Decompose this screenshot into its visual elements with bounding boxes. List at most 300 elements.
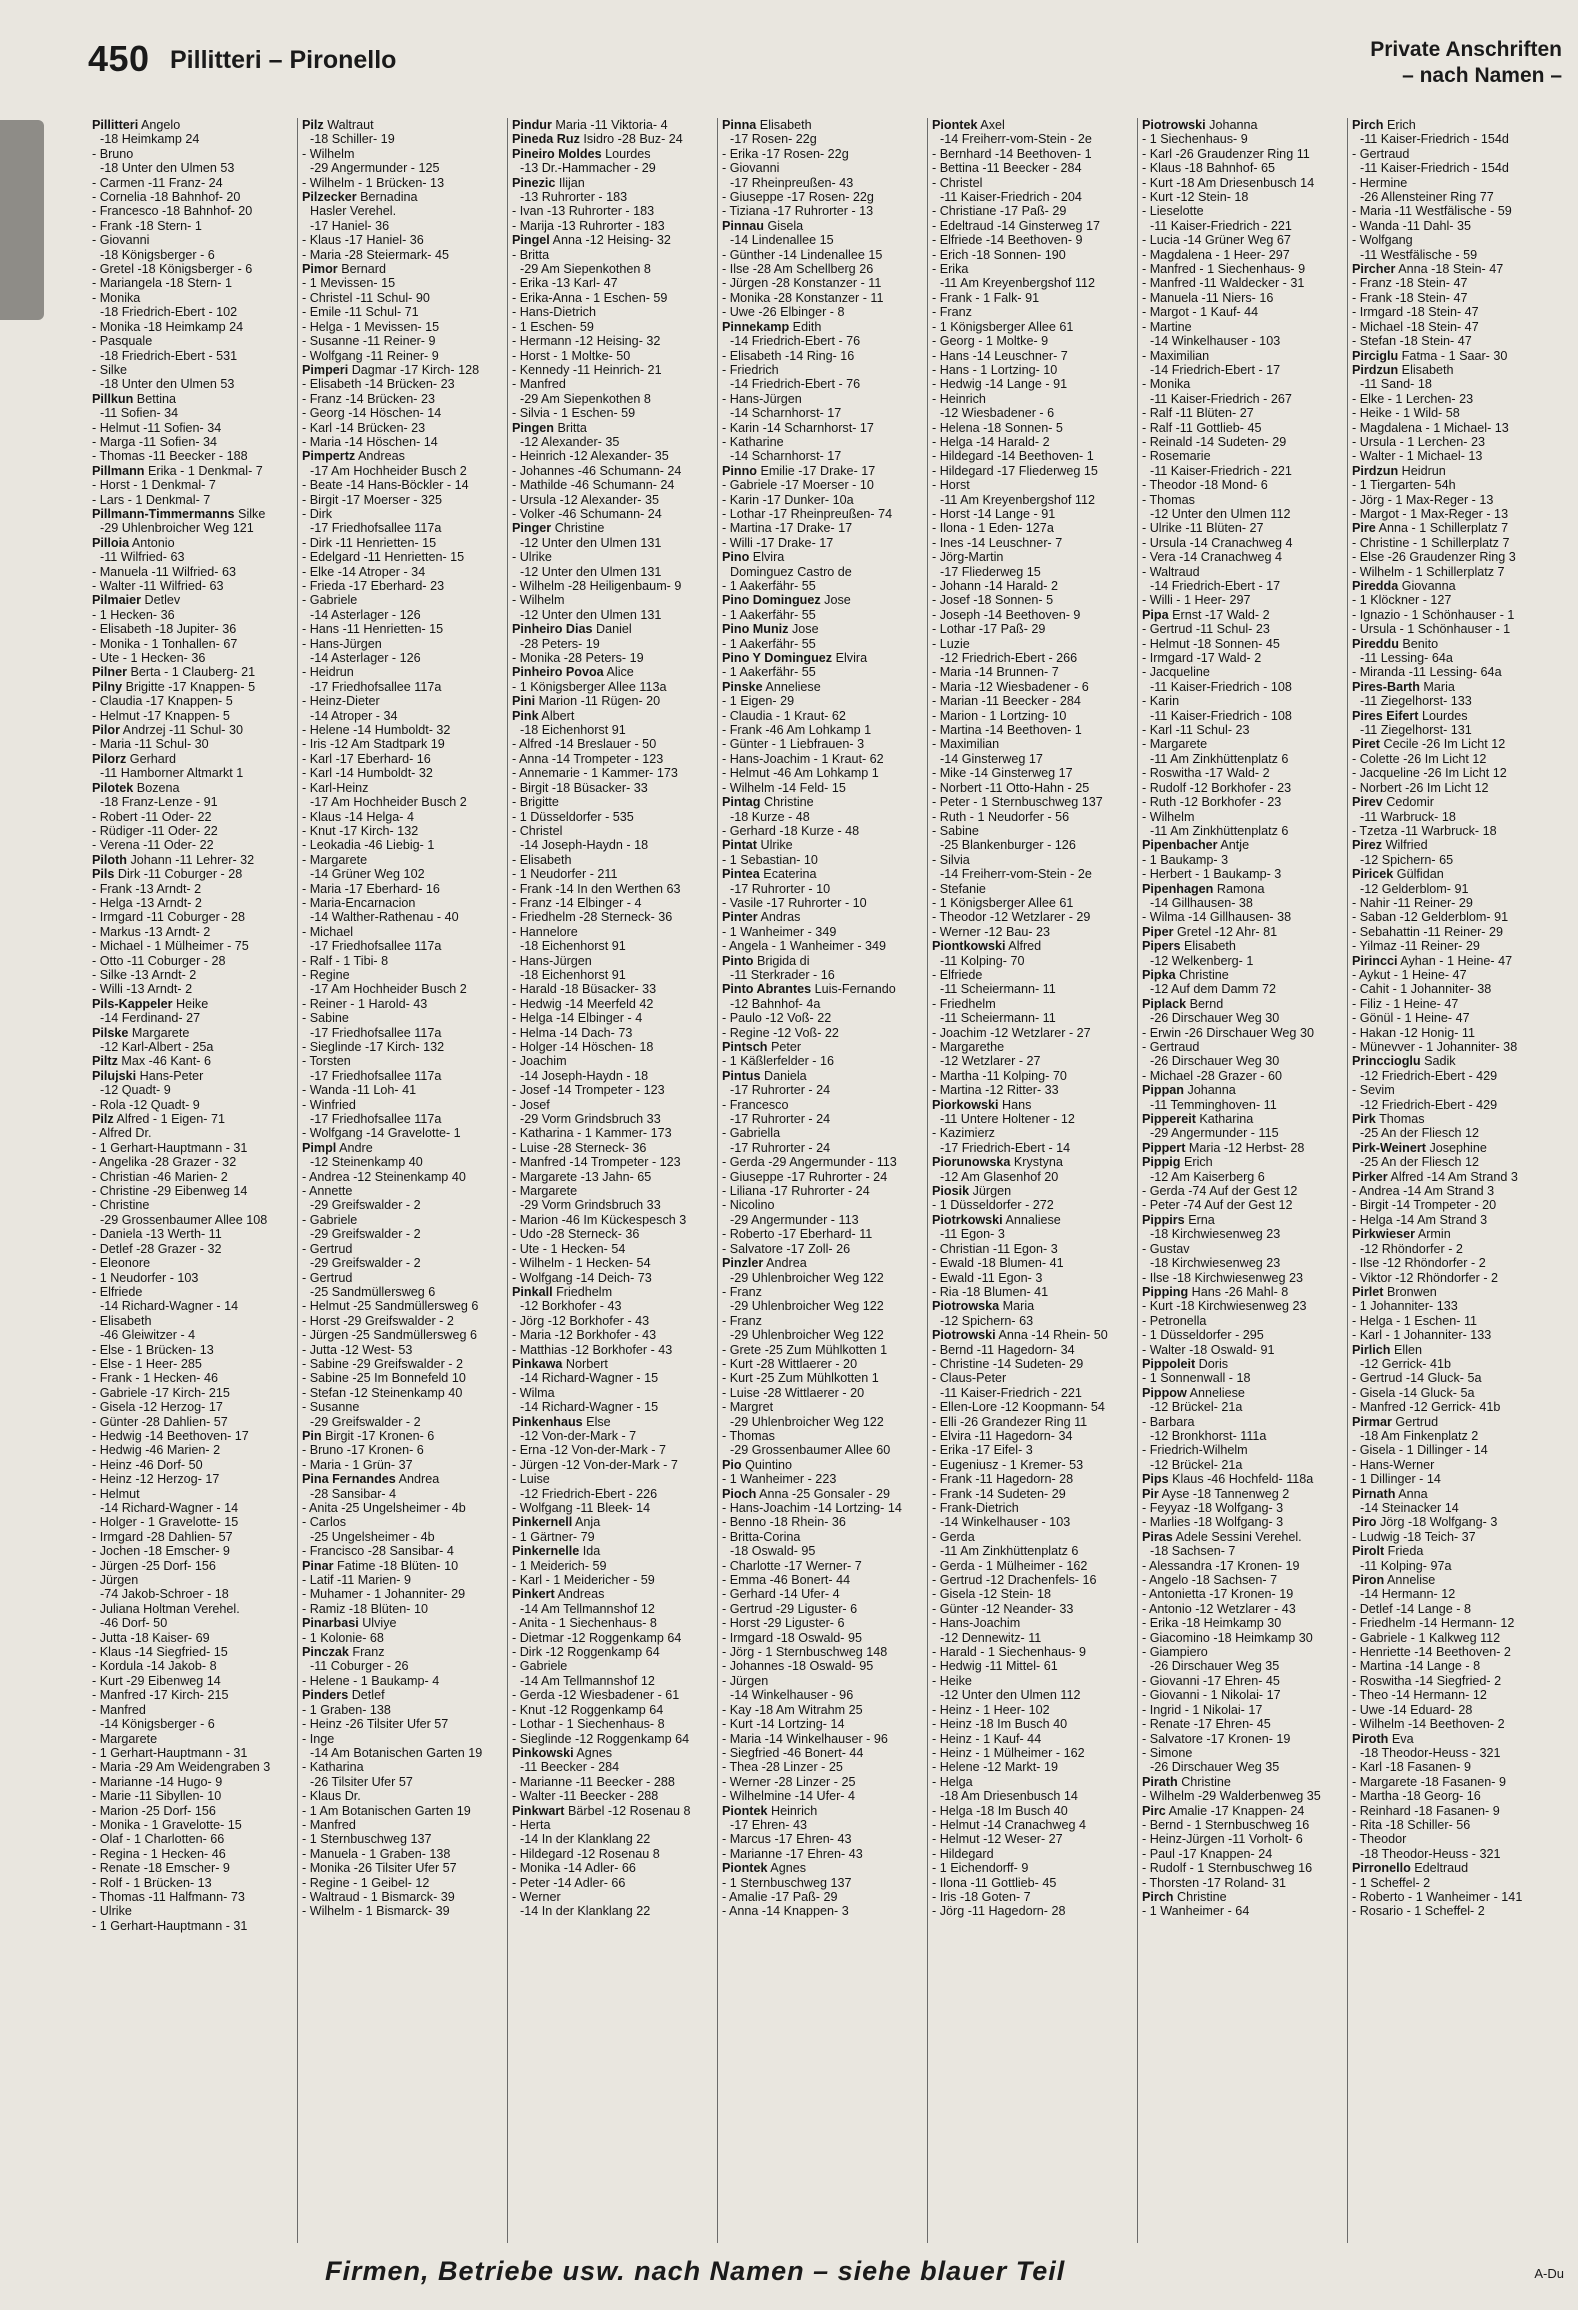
listing-line: - Alfred -14 Breslauer - 50 xyxy=(512,737,657,752)
listing-line: -17 Friedhofsallee 117a xyxy=(310,1068,442,1083)
surname: Piper xyxy=(1142,924,1174,939)
listing-line: - Gerda -74 Auf der Gest 12 xyxy=(1142,1184,1298,1199)
page-header xyxy=(0,0,1578,100)
listing-line: -46 Gleiwitzer - 4 xyxy=(100,1328,196,1343)
listing-line: Piltz Max -46 Kant- 6 xyxy=(92,1054,211,1069)
listing-line: - Monika - 1 Tonhallen- 67 xyxy=(92,636,238,651)
listing-line: - Ilona - 1 Eden- 127a xyxy=(932,521,1054,536)
surname: Pirkwieser xyxy=(1352,1227,1416,1242)
listing-line: - Martina -14 Beethoven- 1 xyxy=(932,723,1082,738)
listing-line: - 1 Gerhart-Hauptmann - 31 xyxy=(92,1745,248,1760)
listing-line: Pimpertz Andreas xyxy=(302,449,405,464)
listing-line: -14 Lindenallee 15 xyxy=(730,233,834,248)
listing-line: - Helga xyxy=(932,1774,973,1789)
listing-line: - Walter -11 Wilfried- 63 xyxy=(92,579,224,593)
listing-line: - Gertraud xyxy=(1352,146,1410,161)
surname: Pippan xyxy=(1142,1083,1184,1098)
surname: Pinkwart xyxy=(512,1803,565,1818)
listing-line: Pinkawa Norbert xyxy=(512,1356,608,1371)
listing-line: - Gabriele xyxy=(302,1212,358,1227)
listing-line: - Heinz-Jürgen -11 Vorholt- 6 xyxy=(1142,1832,1303,1847)
footer-note: Firmen, Betriebe usw. nach Namen – siehe blauer Teil xyxy=(325,2256,1066,2286)
listing-line: - Kurt -28 Wittlaerer - 20 xyxy=(722,1356,858,1371)
listing-line: - Johannes -18 Oswald- 95 xyxy=(722,1659,874,1674)
listing-line: - Jochen -18 Emscher- 9 xyxy=(92,1544,230,1559)
listing-line: Pipenbacher Antje xyxy=(1142,838,1250,853)
listing-line: - Rosario - 1 Scheffel- 2 xyxy=(1352,1904,1485,1919)
listing-line: - Waltraud - 1 Bismarck- 39 xyxy=(302,1889,455,1904)
surname: Piontkowski xyxy=(932,939,1006,954)
surname: Pilz xyxy=(92,1112,114,1127)
listing-line: Pirev Cedomir xyxy=(1352,795,1434,810)
listing-line: - Ilona -11 Gottlieb- 45 xyxy=(932,1875,1057,1890)
listing-line: - Ilse -18 Kirchwiesenweg 23 xyxy=(1142,1270,1303,1285)
listing-line: - Ursula -14 Cranachweg 4 xyxy=(1142,535,1293,550)
listing-line: - Thea -28 Linzer - 25 xyxy=(722,1760,843,1775)
listing-line: - Ulrike xyxy=(512,550,552,565)
listing-line: - Theodor -12 Wetzlarer - 29 xyxy=(932,910,1091,925)
listing-line: - Monika xyxy=(1142,377,1191,392)
listing-line: - Frank -14 Sudeten- 29 xyxy=(932,1486,1066,1501)
listing-line: Piro Jörg -18 Wolfgang- 3 xyxy=(1352,1515,1498,1530)
surname: Pintea xyxy=(722,867,760,882)
listing-line: - Ursula - 1 Schönhauser - 1 xyxy=(1352,622,1511,637)
listing-line: Pindur Maria -11 Viktoria- 4 xyxy=(512,118,668,132)
listing-line: Pinkernell Anja xyxy=(512,1515,601,1530)
listing-line: - Sabine xyxy=(302,1011,349,1026)
listing-line: - Willi - 1 Heer- 297 xyxy=(1142,593,1251,608)
listing-line: - Edeltraud -14 Ginsterweg 17 xyxy=(932,218,1101,233)
listing-line: - Colette -26 Im Licht 12 xyxy=(1352,751,1487,766)
listing-line: - Horst xyxy=(932,478,970,493)
listing-line: - 1 Scheffel- 2 xyxy=(1352,1875,1431,1890)
listing-line: - Regine xyxy=(302,967,350,982)
listing-line: - Manuela - 1 Graben- 138 xyxy=(302,1846,451,1861)
listing-line: Pils Dirk -11 Coburger - 28 xyxy=(92,867,243,882)
listing-line: Pilujski Hans-Peter xyxy=(92,1068,204,1083)
listing-line: Pirk-Weinert Josephine xyxy=(1352,1140,1487,1155)
listing-line: - Franz xyxy=(722,1313,762,1328)
listing-line: - 1 Gerhart-Hauptmann - 31 xyxy=(92,1918,248,1933)
listing-line: - Lothar -17 Paß- 29 xyxy=(932,622,1046,637)
surname: Pippow xyxy=(1142,1385,1187,1400)
listing-line: - Irmgard -11 Coburger - 28 xyxy=(92,910,246,925)
listing-line: Piotrowski Anna -14 Rhein- 50 xyxy=(932,1328,1108,1343)
listing-line: - Monika -18 Heimkamp 24 xyxy=(92,319,244,334)
listing-line: - Manfred xyxy=(302,1817,356,1832)
listing-line: Pilz Waltraut xyxy=(302,118,374,132)
surname: Pino Muniz xyxy=(722,622,789,637)
surname: Pinnau xyxy=(722,218,764,233)
listing-line: - 1 Tiergarten- 54h xyxy=(1352,478,1456,493)
listing-line: - Willi -13 Arndt- 2 xyxy=(92,982,193,997)
listing-line: -12 Friedrich-Ebert - 226 xyxy=(520,1486,658,1501)
listing-line: - Rita -18 Schiller- 56 xyxy=(1352,1817,1471,1832)
surname: Pipenbacher xyxy=(1142,838,1218,853)
listing-line: -17 Haniel- 36 xyxy=(310,218,390,233)
listing-line: - Hedwig -11 Mittel- 61 xyxy=(932,1659,1058,1674)
listing-line: - Reinald -14 Sudeten- 29 xyxy=(1142,434,1287,449)
listing-line: Pirronello Edeltraud xyxy=(1352,1861,1469,1876)
listing-line: - Reiner - 1 Harold- 43 xyxy=(302,996,428,1011)
listing-line: - Franz -18 Stein- 47 xyxy=(1352,276,1468,291)
listing-line: - Maria - 1 Grün- 37 xyxy=(302,1457,413,1472)
listing-line: -12 Brückel- 21a xyxy=(1150,1457,1243,1472)
listing-line: - Maria -14 Brunnen- 7 xyxy=(932,665,1059,680)
listing-line: - Gabriele - 1 Kalkweg 112 xyxy=(1352,1630,1501,1645)
listing-line: - Detlef -14 Lange - 8 xyxy=(1352,1601,1472,1616)
listing-line: - Jürgen xyxy=(92,1573,139,1588)
listing-line: - Johann -14 Harald- 2 xyxy=(932,579,1059,593)
listing-line: - Hildegard -17 Fliederweg 15 xyxy=(932,463,1098,478)
listing-line: Piosik Jürgen xyxy=(932,1184,1012,1199)
listing-line: -26 Tilsiter Ufer 57 xyxy=(310,1774,413,1789)
listing-line: -25 An der Fliesch 12 xyxy=(1360,1155,1480,1170)
listing-line: - Britta xyxy=(512,247,550,262)
listing-column-4 xyxy=(722,118,922,2248)
listing-line: Pingen Britta xyxy=(512,420,587,435)
listing-line: - Dietmar -12 Roggenkamp 64 xyxy=(512,1630,682,1645)
listing-line: Pipping Hans -26 Mahl- 8 xyxy=(1142,1284,1289,1299)
listing-line: - Heinrich -12 Alexander- 35 xyxy=(512,449,669,464)
listing-line: Piontek Agnes xyxy=(722,1861,807,1876)
listing-line: - Detlef -28 Grazer - 32 xyxy=(92,1241,222,1256)
surname: Pinar xyxy=(302,1558,334,1573)
listing-line: - Klaus -17 Haniel- 36 xyxy=(302,233,424,248)
surname: Pina Fernandes xyxy=(302,1472,396,1487)
listing-line: Pips Klaus -46 Hochfeld- 118a xyxy=(1142,1472,1314,1487)
listing-line: - 1 Siechenhaus- 9 xyxy=(1142,132,1248,147)
listing-line: -12 Gelderblom- 91 xyxy=(1360,881,1469,896)
listing-line: -29 Greifswalder - 2 xyxy=(310,1256,421,1271)
listing-line: Pir Ayse -18 Tannenweg 2 xyxy=(1142,1486,1290,1501)
listing-line: - Annemarie - 1 Kammer- 173 xyxy=(512,766,678,781)
listing-line: Pinkenhaus Else xyxy=(512,1414,611,1429)
listing-line: - Gerhard -18 Kurze - 48 xyxy=(722,823,860,838)
listing-line: - Gabriele -17 Kirch- 215 xyxy=(92,1385,230,1400)
listing-line: - Marion -46 Im Kückespesch 3 xyxy=(512,1212,687,1227)
listing-line: Pirdzun Heidrun xyxy=(1352,463,1446,478)
listing-line: - Manfred -14 Trompeter - 123 xyxy=(512,1155,681,1170)
listing-line: Pinkwart Bärbel -12 Rosenau 8 xyxy=(512,1803,691,1818)
listing-line: - Gisela - 1 Dillinger - 14 xyxy=(1352,1443,1488,1458)
listing-line: Pires Eifert Lourdes xyxy=(1352,708,1468,723)
listing-line: - Petronella xyxy=(1142,1313,1207,1328)
listing-line: - Hans - 1 Lortzing- 10 xyxy=(932,362,1058,377)
listing-line: - Stefan -18 Stein- 47 xyxy=(1352,334,1472,349)
listing-line: Pirath Christine xyxy=(1142,1774,1231,1789)
listing-line: - Ulrike xyxy=(92,1904,132,1919)
listing-line: -12 Steinenkamp 40 xyxy=(310,1155,423,1170)
surname: Pillkun xyxy=(92,391,134,406)
listing-line: - Marcus -17 Ehren- 43 xyxy=(722,1832,852,1847)
listing-line: - Vera -14 Cranachweg 4 xyxy=(1142,550,1283,565)
listing-line: - Rudolf -12 Borkhofer - 23 xyxy=(1142,780,1292,795)
listing-line: - 1 Sternbuschweg 137 xyxy=(302,1832,432,1847)
listing-line: - Irmgard -17 Wald- 2 xyxy=(1142,651,1262,666)
surname: Pippoleit xyxy=(1142,1356,1196,1371)
listing-line: Pirch Erich xyxy=(1352,118,1416,132)
listing-line: Pippirs Erna xyxy=(1142,1212,1215,1227)
surname: Pirk-Weinert xyxy=(1352,1140,1426,1155)
surname: Pinheiro Dias xyxy=(512,622,593,637)
listing-line: - Helga -13 Arndt- 2 xyxy=(92,895,202,910)
listing-line: Piontek Axel xyxy=(932,118,1005,132)
listing-line: Pinger Christine xyxy=(512,521,605,536)
listing-line: Pin Birgit -17 Kronen- 6 xyxy=(302,1428,435,1443)
surname: Pineda Ruz xyxy=(512,132,580,147)
listing-line: Pino Muniz Jose xyxy=(722,622,819,637)
listing-line: Pippig Erich xyxy=(1142,1155,1213,1170)
listing-line: - Walter -11 Beecker - 288 xyxy=(512,1789,659,1804)
listing-line: -14 Hermann- 12 xyxy=(1360,1587,1456,1602)
listing-line: Pirker Alfred -14 Am Strand 3 xyxy=(1352,1169,1518,1184)
listing-line: - Irmgard -18 Stein- 47 xyxy=(1352,305,1479,320)
listing-line: - Giuseppe -17 Ruhrorter - 24 xyxy=(722,1169,888,1184)
listing-line: - Frank -14 In den Werthen 63 xyxy=(512,881,681,896)
listing-line: - Frank - 1 Falk- 91 xyxy=(932,290,1040,305)
listing-line: Pinnekamp Edith xyxy=(722,319,822,334)
listing-line: - Günter -28 Dahlien- 57 xyxy=(92,1414,228,1429)
column-divider xyxy=(1347,118,1348,2243)
listing-line: - 1 Dillinger - 14 xyxy=(1352,1472,1441,1487)
surname: Piplack xyxy=(1142,996,1187,1011)
listing-line: - Simone xyxy=(1142,1745,1193,1760)
listing-line: - Horst -14 Lange - 91 xyxy=(932,506,1056,521)
listing-line: - Helga -14 Elbinger - 4 xyxy=(512,1011,643,1026)
listing-line: - Sebahattin -11 Reiner- 29 xyxy=(1352,924,1503,939)
surname: Pippereit xyxy=(1142,1112,1196,1127)
listing-line: -14 Friedrich-Ebert - 17 xyxy=(1150,362,1281,377)
listing-line: - Helga - 1 Mevissen- 15 xyxy=(302,319,440,334)
listing-line: - Bruno xyxy=(92,146,134,161)
surname: Pipenhagen xyxy=(1142,881,1214,896)
surname: Pipers xyxy=(1142,939,1181,954)
listing-line: - Jürgen -12 Von-der-Mark - 7 xyxy=(512,1457,678,1472)
surname: Pinkawa xyxy=(512,1356,563,1371)
listing-line: Pilzecker Bernadina xyxy=(302,190,418,205)
listing-line: - Elisabeth xyxy=(512,852,572,867)
listing-line: -17 Ruhrorter - 10 xyxy=(730,881,831,896)
listing-line: -14 Scharnhorst- 17 xyxy=(730,406,842,421)
listing-line: - Peter -74 Auf der Gest 12 xyxy=(1142,1198,1293,1213)
listing-line: - Sevim xyxy=(1352,1083,1395,1098)
listing-line: Piper Gretel -12 Ahr- 81 xyxy=(1142,924,1278,939)
column-divider xyxy=(507,118,508,2243)
listing-line: -14 Freiherr-vom-Stein - 2e xyxy=(940,132,1092,147)
listing-line: - Friedhelm -28 Sterneck- 36 xyxy=(512,910,673,925)
listing-line: - Elisabeth xyxy=(92,1313,152,1328)
listing-line: - 1 Eigen- 29 xyxy=(722,694,795,709)
listing-line: -17 Friedhofsallee 117a xyxy=(310,939,442,954)
listing-line: - Yilmaz -11 Reiner- 29 xyxy=(1352,939,1480,954)
listing-line: - Josef -18 Sonnen- 5 xyxy=(932,593,1054,608)
listing-line: - Helene -12 Markt- 19 xyxy=(932,1760,1058,1775)
listing-line: -11 Temminghoven- 11 xyxy=(1150,1097,1277,1112)
listing-line: - Josef xyxy=(512,1097,550,1112)
listing-line: - Kazimierz xyxy=(932,1126,995,1141)
listing-line: - Amalie -17 Paß- 29 xyxy=(722,1889,838,1904)
listing-line: -12 Quadt- 9 xyxy=(100,1083,171,1098)
listing-line: - Feyyaz -18 Wolfgang- 3 xyxy=(1142,1501,1284,1515)
surname: Pintat xyxy=(722,838,757,853)
listing-line: - Erich -18 Sonnen- 190 xyxy=(932,247,1066,262)
listing-line: - Christian -46 Marien- 2 xyxy=(92,1169,228,1184)
listing-line: -18 Eichenhorst 91 xyxy=(520,939,626,954)
listing-line: - Eugeniusz - 1 Kremer- 53 xyxy=(932,1457,1084,1472)
listing-line: - Gabriele xyxy=(512,1659,568,1674)
surname: Pilzecker xyxy=(302,190,357,205)
listing-line: - Gerhard -14 Ufer- 4 xyxy=(722,1587,840,1602)
listing-line: - Thomas xyxy=(722,1428,775,1443)
listing-line: - Jutta -12 West- 53 xyxy=(302,1342,413,1357)
listing-line: - Hildegard xyxy=(932,1846,994,1861)
listing-line: - 1 Hecken- 36 xyxy=(92,607,175,622)
listing-line: - Hakan -12 Honig- 11 xyxy=(1352,1025,1475,1040)
listing-line: - Margarete xyxy=(512,1184,578,1199)
listing-line: - Regina - 1 Hecken- 46 xyxy=(92,1846,226,1861)
listing-line: Piplack Bernd xyxy=(1142,996,1224,1011)
listing-line: - Else -26 Graudenzer Ring 3 xyxy=(1352,550,1516,565)
listing-line: - Ewald -11 Egon- 3 xyxy=(932,1270,1043,1285)
listing-line: -18 Kirchwiesenweg 23 xyxy=(1150,1256,1281,1271)
listing-line: - Inge xyxy=(302,1731,335,1746)
listing-line: - Walter -18 Oswald- 91 xyxy=(1142,1342,1275,1357)
listing-line: - Siegfried -46 Bonert- 44 xyxy=(722,1745,864,1760)
listing-line: Pingel Anna -12 Heising- 32 xyxy=(512,233,671,248)
surname: Pilotek xyxy=(92,780,134,795)
listing-line: - Benno -18 Rhein- 36 xyxy=(722,1515,846,1530)
listing-line: -17 Rosen- 22g xyxy=(730,132,817,147)
listing-line: -11 Kaiser-Friedrich - 108 xyxy=(1150,708,1292,723)
listing-line: Pirincci Ayhan - 1 Heine- 47 xyxy=(1352,953,1513,968)
listing-line: Pirnath Anna xyxy=(1352,1486,1428,1501)
listing-line: - Marlies -18 Wolfgang- 3 xyxy=(1142,1515,1284,1530)
listing-line: - Giuseppe -17 Rosen- 22g xyxy=(722,190,874,205)
listing-line: - Erika -17 Rosen- 22g xyxy=(722,146,849,161)
listing-line: - Anna -14 Trompeter - 123 xyxy=(512,751,664,766)
listing-line: - Wolfgang xyxy=(1352,233,1413,248)
listing-line: - Ludwig -18 Teich- 37 xyxy=(1352,1529,1476,1544)
listing-line: - Ines -14 Leuschner- 7 xyxy=(932,535,1063,550)
listing-line: -11 Kolping- 97a xyxy=(1360,1558,1452,1573)
surname: Pinna xyxy=(722,118,757,132)
listing-line: - Gisela -14 Gluck- 5a xyxy=(1352,1385,1475,1400)
surname: Pinkernelle xyxy=(512,1544,580,1559)
listing-line: -11 Am Zinkhüttenplatz 6 xyxy=(1150,823,1289,838)
listing-line: - Maria-Encarnacion xyxy=(302,895,416,910)
listing-line: -14 Friedrich-Ebert - 17 xyxy=(1150,579,1281,593)
listing-line: Pilloia Antonio xyxy=(92,535,175,550)
listing-line: - Filiz - 1 Heine- 47 xyxy=(1352,996,1459,1011)
listing-line: -11 Kolping- 70 xyxy=(940,953,1025,968)
listing-line: Pilorz Gerhard xyxy=(92,751,176,766)
listing-line: -29 Angermunder - 125 xyxy=(310,161,440,176)
surname: Pillitteri xyxy=(92,118,139,132)
listing-line: - Gertrud -29 Liguster- 6 xyxy=(722,1601,858,1616)
listing-line: - Ralf -11 Gottlieb- 45 xyxy=(1142,420,1262,435)
listing-line: - Kurt -18 Am Driesenbusch 14 xyxy=(1142,175,1315,190)
listing-line: - Giovanni xyxy=(722,161,780,176)
listing-line: Pilske Margarete xyxy=(92,1025,190,1040)
listing-line: -14 In der Klanklang 22 xyxy=(520,1832,651,1847)
listing-line: - Kurt -29 Eibenweg 14 xyxy=(92,1673,221,1688)
surname: Pimpertz xyxy=(302,449,356,464)
listing-line: Pirkwieser Armin xyxy=(1352,1227,1451,1242)
section-title: Private Anschriften xyxy=(1370,38,1562,61)
listing-line: - Renate -18 Emscher- 9 xyxy=(92,1861,230,1876)
surname: Pinarbasi xyxy=(302,1616,359,1631)
listing-line: - Wilma xyxy=(512,1385,555,1400)
listing-line: - Paulo -12 Voß- 22 xyxy=(722,1011,832,1026)
listing-line: - Erna -12 Von-der-Mark - 7 xyxy=(512,1443,666,1458)
surname: Pilny xyxy=(92,679,123,694)
listing-line: - Christel xyxy=(512,823,563,838)
surname: Pinkernell xyxy=(512,1515,573,1530)
listing-line: Pilny Brigitte -17 Knappen- 5 xyxy=(92,679,256,694)
listing-line: - Frieda -17 Eberhard- 23 xyxy=(302,579,445,593)
listing-line: - Horst -29 Liguster- 6 xyxy=(722,1616,845,1631)
listing-line: - Hans -11 Henrietten- 15 xyxy=(302,622,444,637)
listing-line: Pinarbasi Ulviye xyxy=(302,1616,397,1631)
listing-line: - Helma -14 Dach- 73 xyxy=(512,1025,633,1040)
listing-line: - Maximilian xyxy=(1142,348,1210,363)
listing-line: - 1 Gärtner- 79 xyxy=(512,1529,595,1544)
listing-line: Piotrowska Maria xyxy=(932,1299,1035,1314)
listing-line: - Friedhelm -14 Hermann- 12 xyxy=(1352,1616,1515,1631)
listing-line: - Francesco -18 Bahnhof- 20 xyxy=(92,204,253,219)
surname: Pires Eifert xyxy=(1352,708,1419,723)
listing-line: - Martina -14 Lange - 8 xyxy=(1352,1659,1481,1674)
listing-line: - Alfred Dr. xyxy=(92,1126,152,1141)
listing-line: - Manfred xyxy=(512,377,566,392)
surname: Pirath xyxy=(1142,1774,1178,1789)
listing-line: - Matthias -12 Borkhofer - 43 xyxy=(512,1342,673,1357)
listing-line: - Christine -14 Sudeten- 29 xyxy=(932,1356,1084,1371)
listing-line: - Holger -14 Höschen- 18 xyxy=(512,1040,654,1054)
listing-line: - Claudia -17 Knappen- 5 xyxy=(92,694,233,709)
listing-line: - Franz -14 Elbinger - 4 xyxy=(512,895,642,910)
listing-line: -11 Kaiser-Friedrich - 221 xyxy=(1150,463,1292,478)
section-subtitle: – nach Namen – xyxy=(1402,64,1562,87)
surname: Pinno xyxy=(722,463,757,478)
listing-line: -29 Vorm Grindsbruch 33 xyxy=(520,1198,661,1213)
listing-line: -18 Eichenhorst 91 xyxy=(520,967,626,982)
listing-line: -14 In der Klanklang 22 xyxy=(520,1904,651,1919)
surname: Piroth xyxy=(1352,1731,1389,1746)
listing-line: - Luise -28 Wittlaerer - 20 xyxy=(722,1385,865,1400)
listing-line: - Rosemarie xyxy=(1142,449,1211,464)
listing-line: Piontek Heinrich xyxy=(722,1803,818,1818)
listing-line: Pino Elvira xyxy=(722,550,785,565)
listing-line: - Martina -12 Ritter- 33 xyxy=(932,1083,1059,1098)
listing-line: Pillmann-Timmermanns Silke xyxy=(92,506,266,521)
listing-line: -14 Asterlager - 126 xyxy=(310,607,421,622)
listing-line: - Heike xyxy=(932,1673,972,1688)
listing-line: - Norbert -11 Otto-Hahn - 25 xyxy=(932,780,1090,795)
listing-line: - Helene -14 Humboldt- 32 xyxy=(302,723,451,738)
listing-line: Pippow Anneliese xyxy=(1142,1385,1245,1400)
surname: Pirnath xyxy=(1352,1486,1396,1501)
listing-line: - 1 Graben- 138 xyxy=(302,1702,391,1717)
listing-line: - Gertrud xyxy=(302,1241,353,1256)
surname: Pipping xyxy=(1142,1284,1189,1299)
listing-line: Pinheiro Povoa Alice xyxy=(512,665,634,680)
listing-line: - Britta-Corina xyxy=(722,1529,801,1544)
listing-line: -18 Königsberger - 6 xyxy=(100,247,215,262)
thumb-index-tab xyxy=(0,120,44,320)
listing-line: - Latif -11 Marien- 9 xyxy=(302,1573,411,1588)
